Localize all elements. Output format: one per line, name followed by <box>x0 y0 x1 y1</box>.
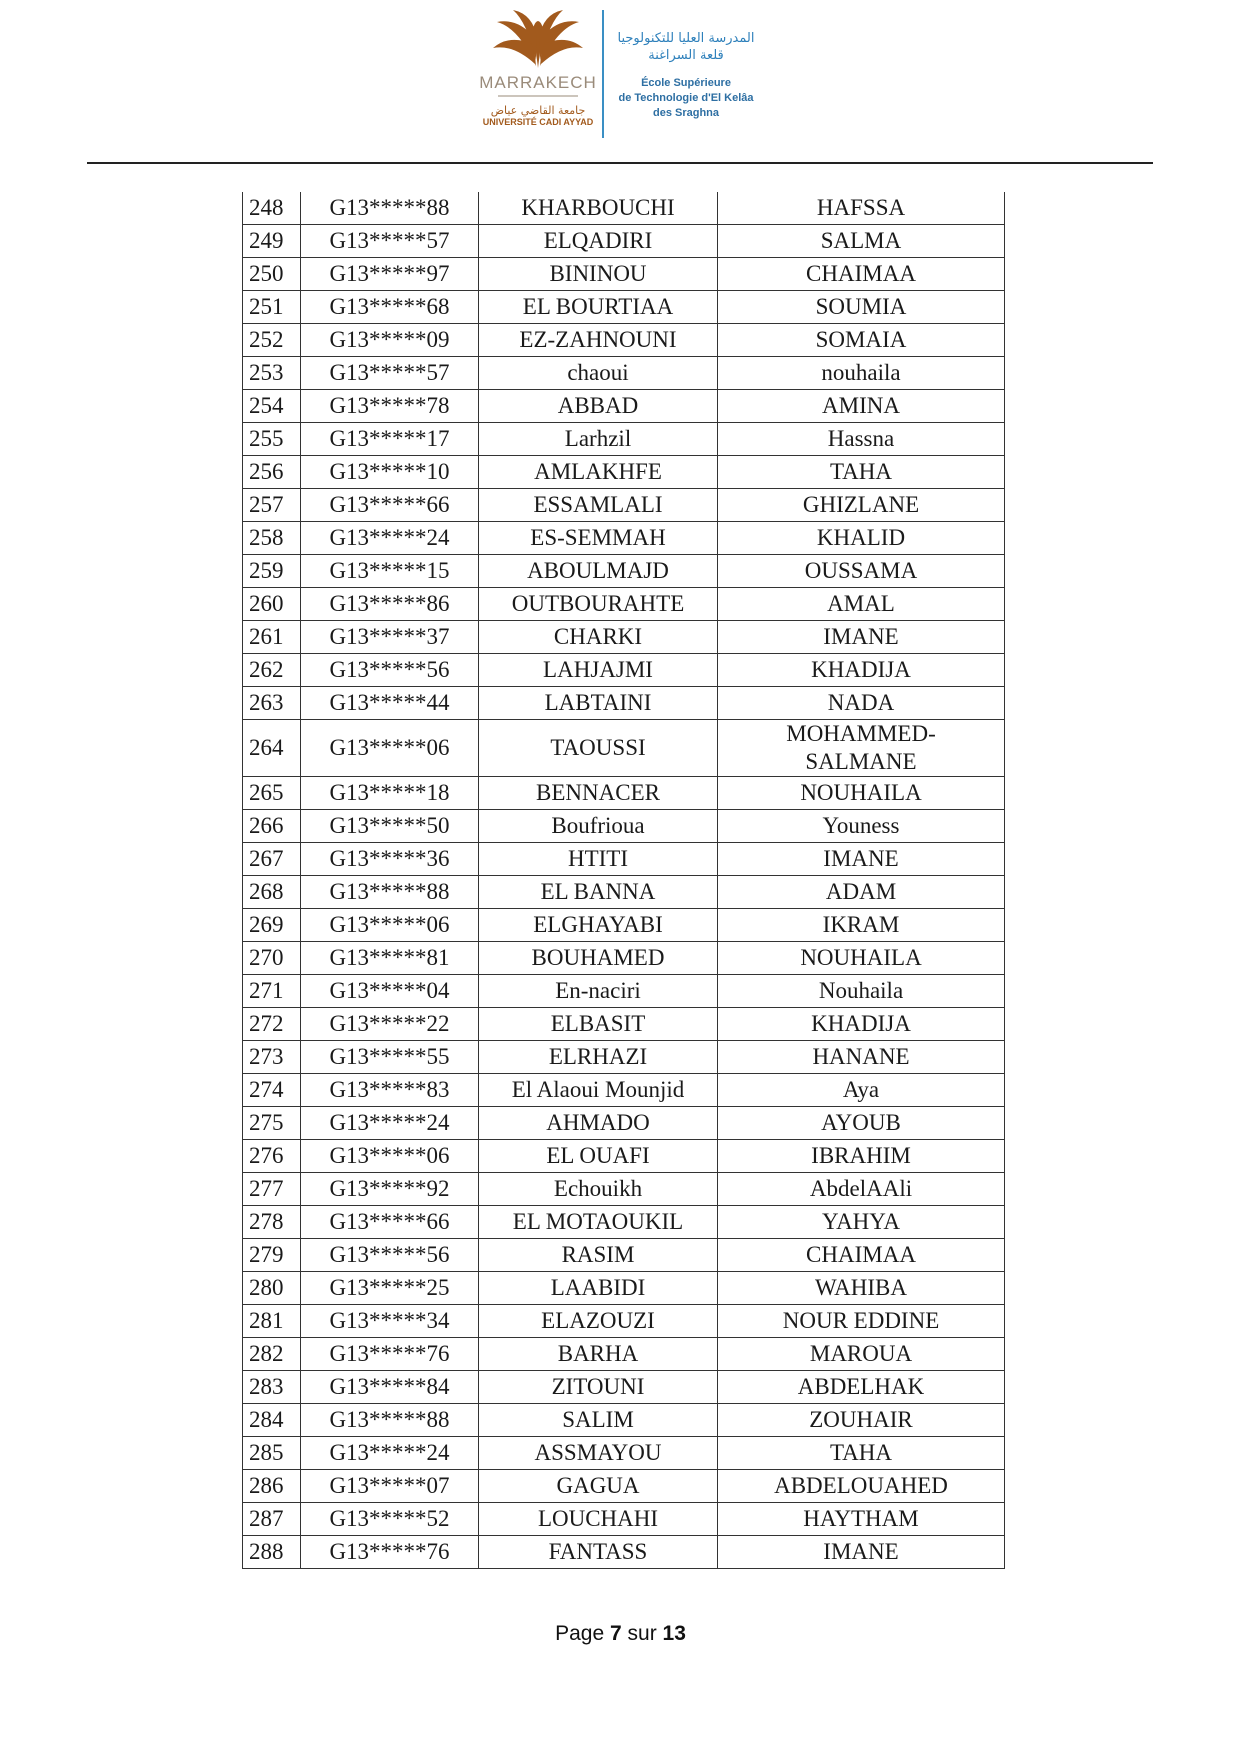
row-id: G13*****88 <box>301 192 479 225</box>
row-number: 268 <box>243 876 301 909</box>
row-last-name: ELQADIRI <box>479 225 718 258</box>
table-row <box>243 588 1005 621</box>
page-separator: sur <box>627 1622 657 1645</box>
row-first-name: IMANE <box>718 843 1005 876</box>
row-first-name: NOUR EDDINE <box>718 1305 1005 1338</box>
row-first-name: CHAIMAA <box>718 1239 1005 1272</box>
row-last-name: CHARKI <box>479 621 718 654</box>
row-first-name: GHIZLANE <box>718 489 1005 522</box>
row-first-name: TAHA <box>718 1437 1005 1470</box>
table-row <box>243 777 1005 810</box>
table-row <box>243 1206 1005 1239</box>
row-id: G13*****25 <box>301 1272 479 1305</box>
row-first-name: OUSSAMA <box>718 555 1005 588</box>
table-row <box>243 654 1005 687</box>
row-id: G13*****50 <box>301 810 479 843</box>
university-name-ar: جامعة القاضي عياض <box>490 104 586 117</box>
row-first-name: NOUHAILA <box>718 942 1005 975</box>
row-last-name: ELAZOUZI <box>479 1305 718 1338</box>
row-last-name: El Alaoui Mounjid <box>479 1074 718 1107</box>
row-last-name: Larhzil <box>479 423 718 456</box>
row-last-name: ES-SEMMAH <box>479 522 718 555</box>
row-number: 252 <box>243 324 301 357</box>
row-number: 257 <box>243 489 301 522</box>
table-row <box>243 423 1005 456</box>
row-id: G13*****06 <box>301 720 479 777</box>
row-id: G13*****24 <box>301 522 479 555</box>
row-last-name: BININOU <box>479 258 718 291</box>
row-last-name: ELBASIT <box>479 1008 718 1041</box>
row-id: G13*****09 <box>301 324 479 357</box>
row-id: G13*****78 <box>301 390 479 423</box>
row-last-name: LABTAINI <box>479 687 718 720</box>
row-id: G13*****34 <box>301 1305 479 1338</box>
row-last-name: GAGUA <box>479 1470 718 1503</box>
table-row <box>243 909 1005 942</box>
row-id: G13*****76 <box>301 1338 479 1371</box>
row-first-name: ZOUHAIR <box>718 1404 1005 1437</box>
table-row <box>243 1536 1005 1569</box>
row-id: G13*****15 <box>301 555 479 588</box>
student-table-body <box>243 192 1005 1569</box>
row-last-name: ASSMAYOU <box>479 1437 718 1470</box>
row-last-name: ABOULMAJD <box>479 555 718 588</box>
row-number: 256 <box>243 456 301 489</box>
row-id: G13*****36 <box>301 843 479 876</box>
table-row <box>243 456 1005 489</box>
row-first-name: NOUHAILA <box>718 777 1005 810</box>
row-number: 267 <box>243 843 301 876</box>
row-last-name: EL BOURTIAA <box>479 291 718 324</box>
row-first-name: Hassna <box>718 423 1005 456</box>
row-first-name: AMAL <box>718 588 1005 621</box>
row-number: 281 <box>243 1305 301 1338</box>
divider-line <box>498 92 578 100</box>
table-row <box>243 1305 1005 1338</box>
row-id: G13*****04 <box>301 975 479 1008</box>
row-last-name: LOUCHAHI <box>479 1503 718 1536</box>
table-row <box>243 1173 1005 1206</box>
row-id: G13*****44 <box>301 687 479 720</box>
row-number: 253 <box>243 357 301 390</box>
row-id: G13*****68 <box>301 291 479 324</box>
row-id: G13*****56 <box>301 1239 479 1272</box>
table-row <box>243 1140 1005 1173</box>
row-number: 280 <box>243 1272 301 1305</box>
row-number: 251 <box>243 291 301 324</box>
row-number: 286 <box>243 1470 301 1503</box>
row-id: G13*****56 <box>301 654 479 687</box>
row-first-name: KHALID <box>718 522 1005 555</box>
table-row <box>243 975 1005 1008</box>
table-row <box>243 489 1005 522</box>
row-first-name: MAROUA <box>718 1338 1005 1371</box>
table-row <box>243 621 1005 654</box>
row-last-name: EL BANNA <box>479 876 718 909</box>
row-number: 263 <box>243 687 301 720</box>
table-row <box>243 1437 1005 1470</box>
row-last-name: SALIM <box>479 1404 718 1437</box>
university-logo <box>478 8 598 140</box>
row-number: 282 <box>243 1338 301 1371</box>
row-id: G13*****57 <box>301 225 479 258</box>
table-row <box>243 522 1005 555</box>
row-last-name: EL OUAFI <box>479 1140 718 1173</box>
university-name-fr: UNIVERSITÉ CADI AYYAD <box>482 117 594 127</box>
row-number: 266 <box>243 810 301 843</box>
row-last-name: BOUHAMED <box>479 942 718 975</box>
row-first-name: AYOUB <box>718 1107 1005 1140</box>
row-number: 270 <box>243 942 301 975</box>
row-number: 285 <box>243 1437 301 1470</box>
row-last-name: EL MOTAOUKIL <box>479 1206 718 1239</box>
row-number: 250 <box>243 258 301 291</box>
row-number: 264 <box>243 720 301 777</box>
table-row <box>243 225 1005 258</box>
row-id: G13*****97 <box>301 258 479 291</box>
page-footer <box>0 1622 1241 1646</box>
row-first-name: ABDELHAK <box>718 1371 1005 1404</box>
row-id: G13*****66 <box>301 489 479 522</box>
row-id: G13*****52 <box>301 1503 479 1536</box>
row-last-name: AMLAKHFE <box>479 456 718 489</box>
row-number: 261 <box>243 621 301 654</box>
row-number: 287 <box>243 1503 301 1536</box>
table-row <box>243 687 1005 720</box>
row-first-name: KHADIJA <box>718 654 1005 687</box>
row-number: 271 <box>243 975 301 1008</box>
table-row <box>243 810 1005 843</box>
row-first-name: HANANE <box>718 1041 1005 1074</box>
row-last-name: En-naciri <box>479 975 718 1008</box>
row-id: G13*****37 <box>301 621 479 654</box>
row-last-name: LAHJAJMI <box>479 654 718 687</box>
page-header <box>0 0 1241 165</box>
row-last-name: TAOUSSI <box>479 720 718 777</box>
row-id: G13*****83 <box>301 1074 479 1107</box>
table-row <box>243 555 1005 588</box>
table-row <box>243 1503 1005 1536</box>
page-current: 7 <box>609 1622 622 1645</box>
table-row <box>243 258 1005 291</box>
row-first-name: Aya <box>718 1074 1005 1107</box>
row-last-name: ZITOUNI <box>479 1371 718 1404</box>
table-row <box>243 357 1005 390</box>
row-last-name: LAABIDI <box>479 1272 718 1305</box>
row-first-name: YAHYA <box>718 1206 1005 1239</box>
table-row <box>243 1008 1005 1041</box>
row-id: G13*****55 <box>301 1041 479 1074</box>
student-table <box>242 192 1005 1569</box>
row-number: 260 <box>243 588 301 621</box>
row-number: 249 <box>243 225 301 258</box>
row-number: 275 <box>243 1107 301 1140</box>
row-id: G13*****17 <box>301 423 479 456</box>
row-id: G13*****88 <box>301 1404 479 1437</box>
table-row <box>243 1470 1005 1503</box>
row-first-name: HAYTHAM <box>718 1503 1005 1536</box>
row-first-name: NADA <box>718 687 1005 720</box>
table-row <box>243 291 1005 324</box>
row-first-name: CHAIMAA <box>718 258 1005 291</box>
row-first-name: WAHIBA <box>718 1272 1005 1305</box>
row-id: G13*****84 <box>301 1371 479 1404</box>
row-last-name: ELGHAYABI <box>479 909 718 942</box>
city-name: MARRAKECH <box>479 73 597 92</box>
row-id: G13*****81 <box>301 942 479 975</box>
row-id: G13*****06 <box>301 909 479 942</box>
school-name-ar-line2: قلعة السراغنة <box>648 48 724 63</box>
row-last-name: RASIM <box>479 1239 718 1272</box>
row-first-name: IMANE <box>718 621 1005 654</box>
row-number: 269 <box>243 909 301 942</box>
row-first-name: SOUMIA <box>718 291 1005 324</box>
table-row <box>243 1338 1005 1371</box>
row-number: 276 <box>243 1140 301 1173</box>
row-id: G13*****88 <box>301 876 479 909</box>
table-row <box>243 1371 1005 1404</box>
table-row <box>243 1272 1005 1305</box>
row-first-name: Youness <box>718 810 1005 843</box>
row-last-name: ELRHAZI <box>479 1041 718 1074</box>
row-first-name: IKRAM <box>718 909 1005 942</box>
table-row <box>243 1074 1005 1107</box>
table-row <box>243 1107 1005 1140</box>
row-number: 265 <box>243 777 301 810</box>
row-last-name: BARHA <box>479 1338 718 1371</box>
school-name-ar-line1: المدرسة العليا للتكنولوجيا <box>617 31 755 46</box>
row-last-name: KHARBOUCHI <box>479 192 718 225</box>
page-total: 13 <box>662 1622 686 1645</box>
row-last-name: HTITI <box>479 843 718 876</box>
row-first-name: ABDELOUAHED <box>718 1470 1005 1503</box>
row-first-name: Nouhaila <box>718 975 1005 1008</box>
row-number: 279 <box>243 1239 301 1272</box>
row-id: G13*****07 <box>301 1470 479 1503</box>
palm-tree-icon <box>489 8 587 74</box>
row-id: G13*****66 <box>301 1206 479 1239</box>
row-number: 284 <box>243 1404 301 1437</box>
row-id: G13*****76 <box>301 1536 479 1569</box>
school-name-fr-line3: des Sraghna <box>652 107 720 119</box>
row-number: 278 <box>243 1206 301 1239</box>
table-row <box>243 1239 1005 1272</box>
row-last-name: EZ-ZAHNOUNI <box>479 324 718 357</box>
row-id: G13*****57 <box>301 357 479 390</box>
row-id: G13*****06 <box>301 1140 479 1173</box>
row-number: 274 <box>243 1074 301 1107</box>
row-first-name: HAFSSA <box>718 192 1005 225</box>
table-row <box>243 843 1005 876</box>
table-row <box>243 942 1005 975</box>
row-last-name: Boufrioua <box>479 810 718 843</box>
table-row <box>243 192 1005 225</box>
row-first-name: IBRAHIM <box>718 1140 1005 1173</box>
row-id: G13*****24 <box>301 1107 479 1140</box>
row-first-name: MOHAMMED- SALMANE <box>718 720 1005 777</box>
row-number: 258 <box>243 522 301 555</box>
page-label: Page <box>555 1622 605 1645</box>
school-name-fr-line1: École Supérieure <box>641 77 731 89</box>
row-number: 288 <box>243 1536 301 1569</box>
row-last-name: BENNACER <box>479 777 718 810</box>
row-number: 255 <box>243 423 301 456</box>
table-row <box>243 390 1005 423</box>
row-first-name: ADAM <box>718 876 1005 909</box>
row-first-name: IMANE <box>718 1536 1005 1569</box>
row-last-name: ESSAMLALI <box>479 489 718 522</box>
row-number: 272 <box>243 1008 301 1041</box>
row-first-name: nouhaila <box>718 357 1005 390</box>
row-last-name: AHMADO <box>479 1107 718 1140</box>
row-last-name: Echouikh <box>479 1173 718 1206</box>
row-first-name: TAHA <box>718 456 1005 489</box>
row-number: 277 <box>243 1173 301 1206</box>
row-number: 254 <box>243 390 301 423</box>
school-logo <box>606 30 766 121</box>
header-divider <box>602 10 604 138</box>
table-row <box>243 876 1005 909</box>
school-name-fr-line2: de Technologie d'El Kelâa <box>618 92 754 104</box>
row-number: 262 <box>243 654 301 687</box>
row-id: G13*****18 <box>301 777 479 810</box>
row-number: 283 <box>243 1371 301 1404</box>
row-id: G13*****22 <box>301 1008 479 1041</box>
row-first-name: SOMAIA <box>718 324 1005 357</box>
header-rule <box>87 162 1153 164</box>
table-row <box>243 720 1005 777</box>
row-number: 248 <box>243 192 301 225</box>
row-last-name: FANTASS <box>479 1536 718 1569</box>
row-number: 259 <box>243 555 301 588</box>
row-id: G13*****10 <box>301 456 479 489</box>
table-row <box>243 324 1005 357</box>
row-id: G13*****86 <box>301 588 479 621</box>
row-last-name: chaoui <box>479 357 718 390</box>
table-row <box>243 1404 1005 1437</box>
row-last-name: ABBAD <box>479 390 718 423</box>
table-row <box>243 1041 1005 1074</box>
row-first-name: AMINA <box>718 390 1005 423</box>
row-last-name: OUTBOURAHTE <box>479 588 718 621</box>
row-first-name: SALMA <box>718 225 1005 258</box>
row-id: G13*****92 <box>301 1173 479 1206</box>
row-id: G13*****24 <box>301 1437 479 1470</box>
row-number: 273 <box>243 1041 301 1074</box>
row-first-name: AbdelAAli <box>718 1173 1005 1206</box>
row-first-name: KHADIJA <box>718 1008 1005 1041</box>
